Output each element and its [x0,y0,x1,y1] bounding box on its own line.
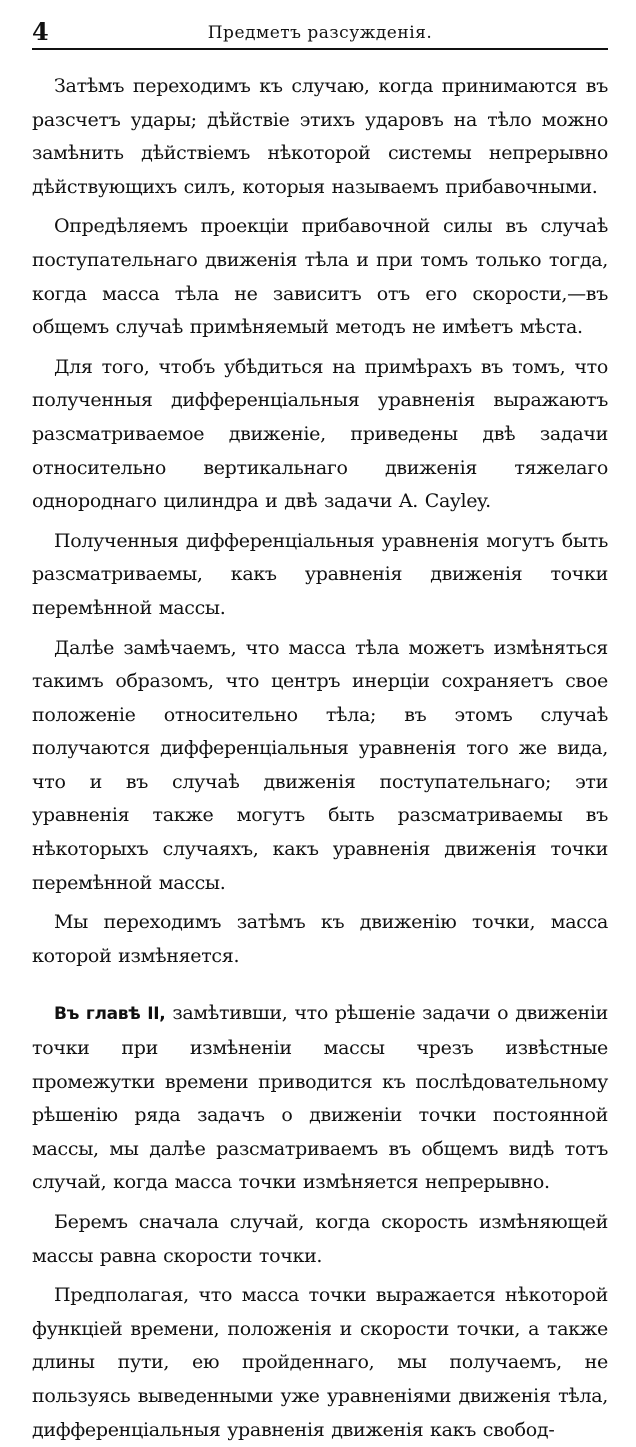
chapter-ii-paragraph [32,997,608,1200]
paragraph-text: замѣтивши, что рѣшеніе задачи о движеніи точки при измѣненіи массы чрезъ извѣстные промежутки времени приводится къ послѣдовательному рѣшенію ряда задачъ о движеніи точки постоянной массы, мы далѣе разсматриваемъ въ общемъ видѣ тотъ случай, когда масса точки измѣняется непрерывно. [32,1002,608,1194]
paragraph: Для того, чтобъ убѣдиться на примѣрахъ въ томъ, что полученныя дифференціальныя уравненія выражаютъ разсматриваемое движеніе, приведены двѣ задачи относительно вертикальнаго движенія тяжелаго однороднаго цилиндра и двѣ задачи A. Cayley. [32,355,608,513]
paragraph: Беремъ сначала случай, когда скорость измѣняющей массы равна скорости точки. [32,1211,608,1267]
page-header [32,18,608,50]
paragraph: Затѣмъ переходимъ къ случаю, когда принимаются въ разсчетъ удары; дѣйствіе этихъ ударовъ на тѣло можно замѣнить дѣйствіемъ нѣкоторой системы непрерывно дѣйствующихъ силъ, которыя называемъ прибавочными. [32,75,608,198]
paragraph: Опредѣляемъ проекціи прибавочной силы въ случаѣ поступательнаго движенія тѣла и при томъ только тогда, когда масса тѣла не зависитъ отъ его скорости,—въ общемъ случаѣ примѣняемый методъ не имѣетъ мѣста. [32,215,608,339]
paragraph: Предполагая, что масса точки выражается нѣкоторой функціей времени, положенія и скорости точки, а также длины пути, ею пройденнаго, мы получаемъ, не пользуясь выведенными уже уравненіями движенія тѣла, дифференціальныя уравненія движенія какъ свобод- [32,1284,608,1441]
paragraph: Мы переходимъ затѣмъ къ движенію точки, масса которой измѣняется. [32,911,608,967]
body-text [32,70,608,1447]
chapter-reference: Въ главѣ II, [54,1004,166,1025]
paragraph: Полученныя дифференціальныя уравненія могутъ быть разсматриваемы, какъ уравненія движенія точки перемѣнной массы. [32,529,608,619]
running-title: Предметъ разсужденія. [207,23,433,43]
page-number: 4 [32,17,49,46]
paragraph: Далѣе замѣчаемъ, что масса тѣла можетъ измѣняться такимъ образомъ, что центръ инерціи сохраняетъ свое положеніе относительно тѣла; въ этомъ случаѣ получаются дифференціальныя уравненія того же вида, что и въ случаѣ движенія поступательнаго; эти уравненія также могутъ быть разсматриваемы въ нѣкоторыхъ случаяхъ, какъ уравненія движенія точки перемѣнной массы. [32,636,608,894]
